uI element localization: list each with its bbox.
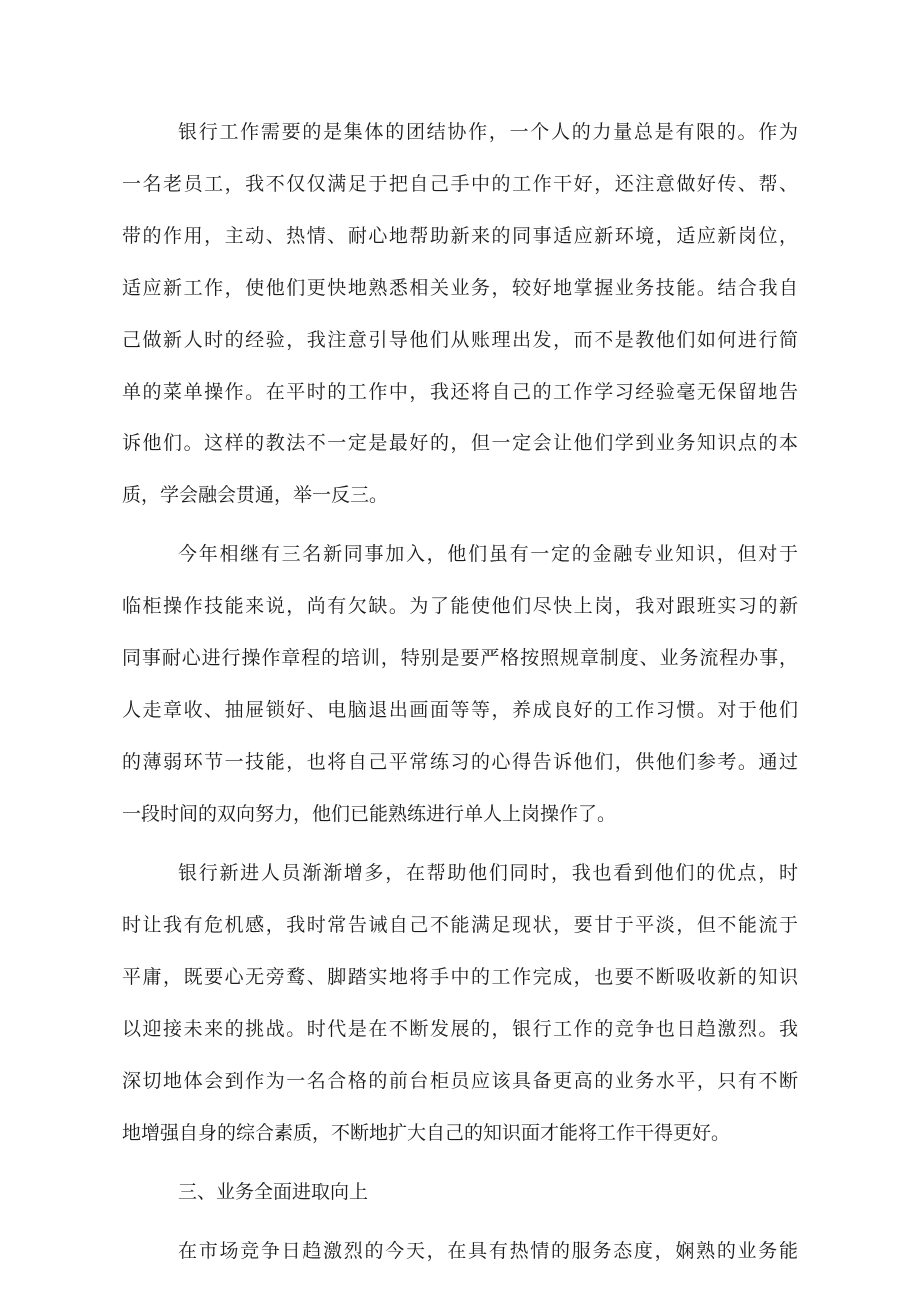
paragraph-1-line-5: 己做新人时的经验，我注意引导他们从账理出发，而不是教他们如何进行简: [122, 329, 798, 351]
paragraph-3-line-5: 深切地体会到作为一名合格的前台柜员应该具备更高的业务水平，只有不断: [122, 1070, 798, 1092]
paragraph-1-line-8: 质，学会融会贯通，举一反三。: [122, 484, 389, 506]
paragraph-2-line-5: 的薄弱环节一技能，也将自己平常练习的心得告诉他们，供他们参考。通过: [122, 751, 798, 773]
section-heading: 三、业务全面进取向上: [178, 1181, 369, 1203]
paragraph-2-line-2: 临柜操作技能来说，尚有欠缺。为了能使他们尽快上岗，我对跟班实习的新: [122, 595, 798, 617]
paragraph-1-line-1: 银行工作需要的是集体的团结协作，一个人的力量总是有限的。作为: [178, 121, 798, 143]
paragraph-1-line-3: 带的作用，主动、热情、耐心地帮助新来的同事适应新环境，适应新岗位，: [122, 225, 798, 247]
paragraph-2-line-4: 人走章收、抽屉锁好、电脑退出画面等等，养成良好的工作习惯。对于他们: [122, 699, 798, 721]
paragraph-3-line-2: 时让我有危机感，我时常告诫自己不能满足现状，要甘于平淡，但不能流于: [122, 914, 798, 936]
paragraph-2-line-3: 同事耐心进行操作章程的培训，特别是要严格按照规章制度、业务流程办事，: [122, 647, 798, 669]
paragraph-3-line-1: 银行新进人员渐渐增多，在帮助他们同时，我也看到他们的优点，时: [178, 862, 798, 884]
paragraph-1-line-2: 一名老员工，我不仅仅满足于把自己手中的工作干好，还注意做好传、帮、: [122, 173, 798, 195]
paragraph-4-line-1: 在市场竞争日趋激烈的今天，在具有热情的服务态度，娴熟的业务能: [178, 1240, 798, 1262]
paragraph-3-line-4: 以迎接未来的挑战。时代是在不断发展的，银行工作的竞争也日趋激烈。我: [122, 1018, 798, 1040]
paragraph-2-line-1: 今年相继有三名新同事加入，他们虽有一定的金融专业知识，但对于: [178, 543, 798, 565]
paragraph-1-line-4: 适应新工作，使他们更快地熟悉相关业务，较好地掌握业务技能。结合我自: [122, 277, 798, 299]
paragraph-1-line-6: 单的菜单操作。在平时的工作中，我还将自己的工作学习经验毫无保留地告: [122, 381, 798, 403]
paragraph-3-line-3: 平庸，既要心无旁鹜、脚踏实地将手中的工作完成，也要不断吸收新的知识: [122, 966, 798, 988]
paragraph-2-line-6: 一段时间的双向努力，他们已能熟练进行单人上岗操作了。: [122, 803, 617, 825]
paragraph-1-line-7: 诉他们。这样的教法不一定是最好的，但一定会让他们学到业务知识点的本: [122, 432, 798, 454]
paragraph-3-line-6: 地增强自身的综合素质，不断地扩大自己的知识面才能将工作干得更好。: [122, 1122, 731, 1144]
